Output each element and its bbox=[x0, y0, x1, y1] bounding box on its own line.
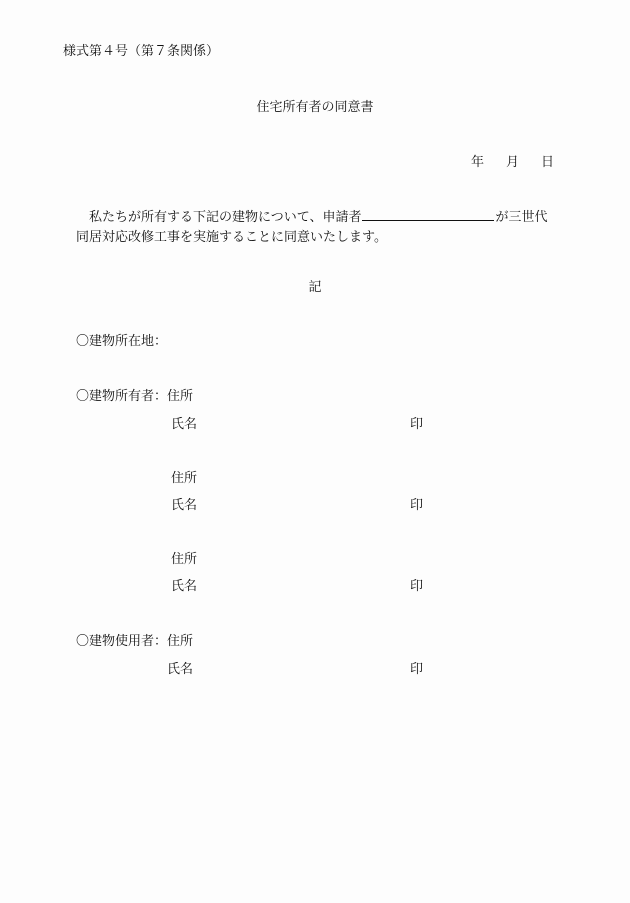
building-location-label: 〇建物所在地： bbox=[76, 334, 168, 349]
applicant-blank bbox=[362, 208, 494, 221]
owner-2-seal: 印 bbox=[410, 498, 424, 513]
owner-3-seal: 印 bbox=[410, 579, 424, 594]
owner-label: 〇建物所有者： bbox=[76, 389, 168, 404]
owner-1-seal: 印 bbox=[410, 417, 424, 432]
date-year-label: 年 bbox=[471, 155, 485, 170]
consent-line-1 bbox=[76, 208, 548, 228]
owner-2-address-label: 住所 bbox=[171, 471, 198, 486]
user-label: 〇建物使用者： bbox=[76, 634, 168, 649]
form-number: 様式第４号（第７条関係） bbox=[63, 44, 220, 59]
user-name-label: 氏名 bbox=[167, 662, 194, 677]
user-address-label: 住所 bbox=[167, 634, 194, 649]
user-seal: 印 bbox=[410, 662, 424, 677]
consent-text-before: 私たちが所有する下記の建物について、申請者 bbox=[89, 210, 362, 225]
date-day-label: 日 bbox=[541, 155, 555, 170]
owner-1-name-label: 氏名 bbox=[171, 417, 198, 432]
owner-1-address-label: 住所 bbox=[167, 389, 194, 404]
owner-3-address-label: 住所 bbox=[171, 552, 198, 567]
document-title: 住宅所有者の同意書 bbox=[256, 100, 374, 115]
date-month-label: 月 bbox=[506, 155, 520, 170]
date-line bbox=[471, 155, 554, 171]
owner-section bbox=[76, 389, 193, 405]
user-section bbox=[76, 634, 193, 650]
owner-2-name-label: 氏名 bbox=[171, 498, 198, 513]
consent-paragraph bbox=[76, 208, 548, 248]
owner-3-name-label: 氏名 bbox=[171, 579, 198, 594]
consent-text-after: が三世代 bbox=[495, 210, 548, 225]
consent-line-2: 同居対応改修工事を実施することに同意いたします。 bbox=[76, 230, 387, 245]
ki-heading: 記 bbox=[308, 280, 322, 295]
